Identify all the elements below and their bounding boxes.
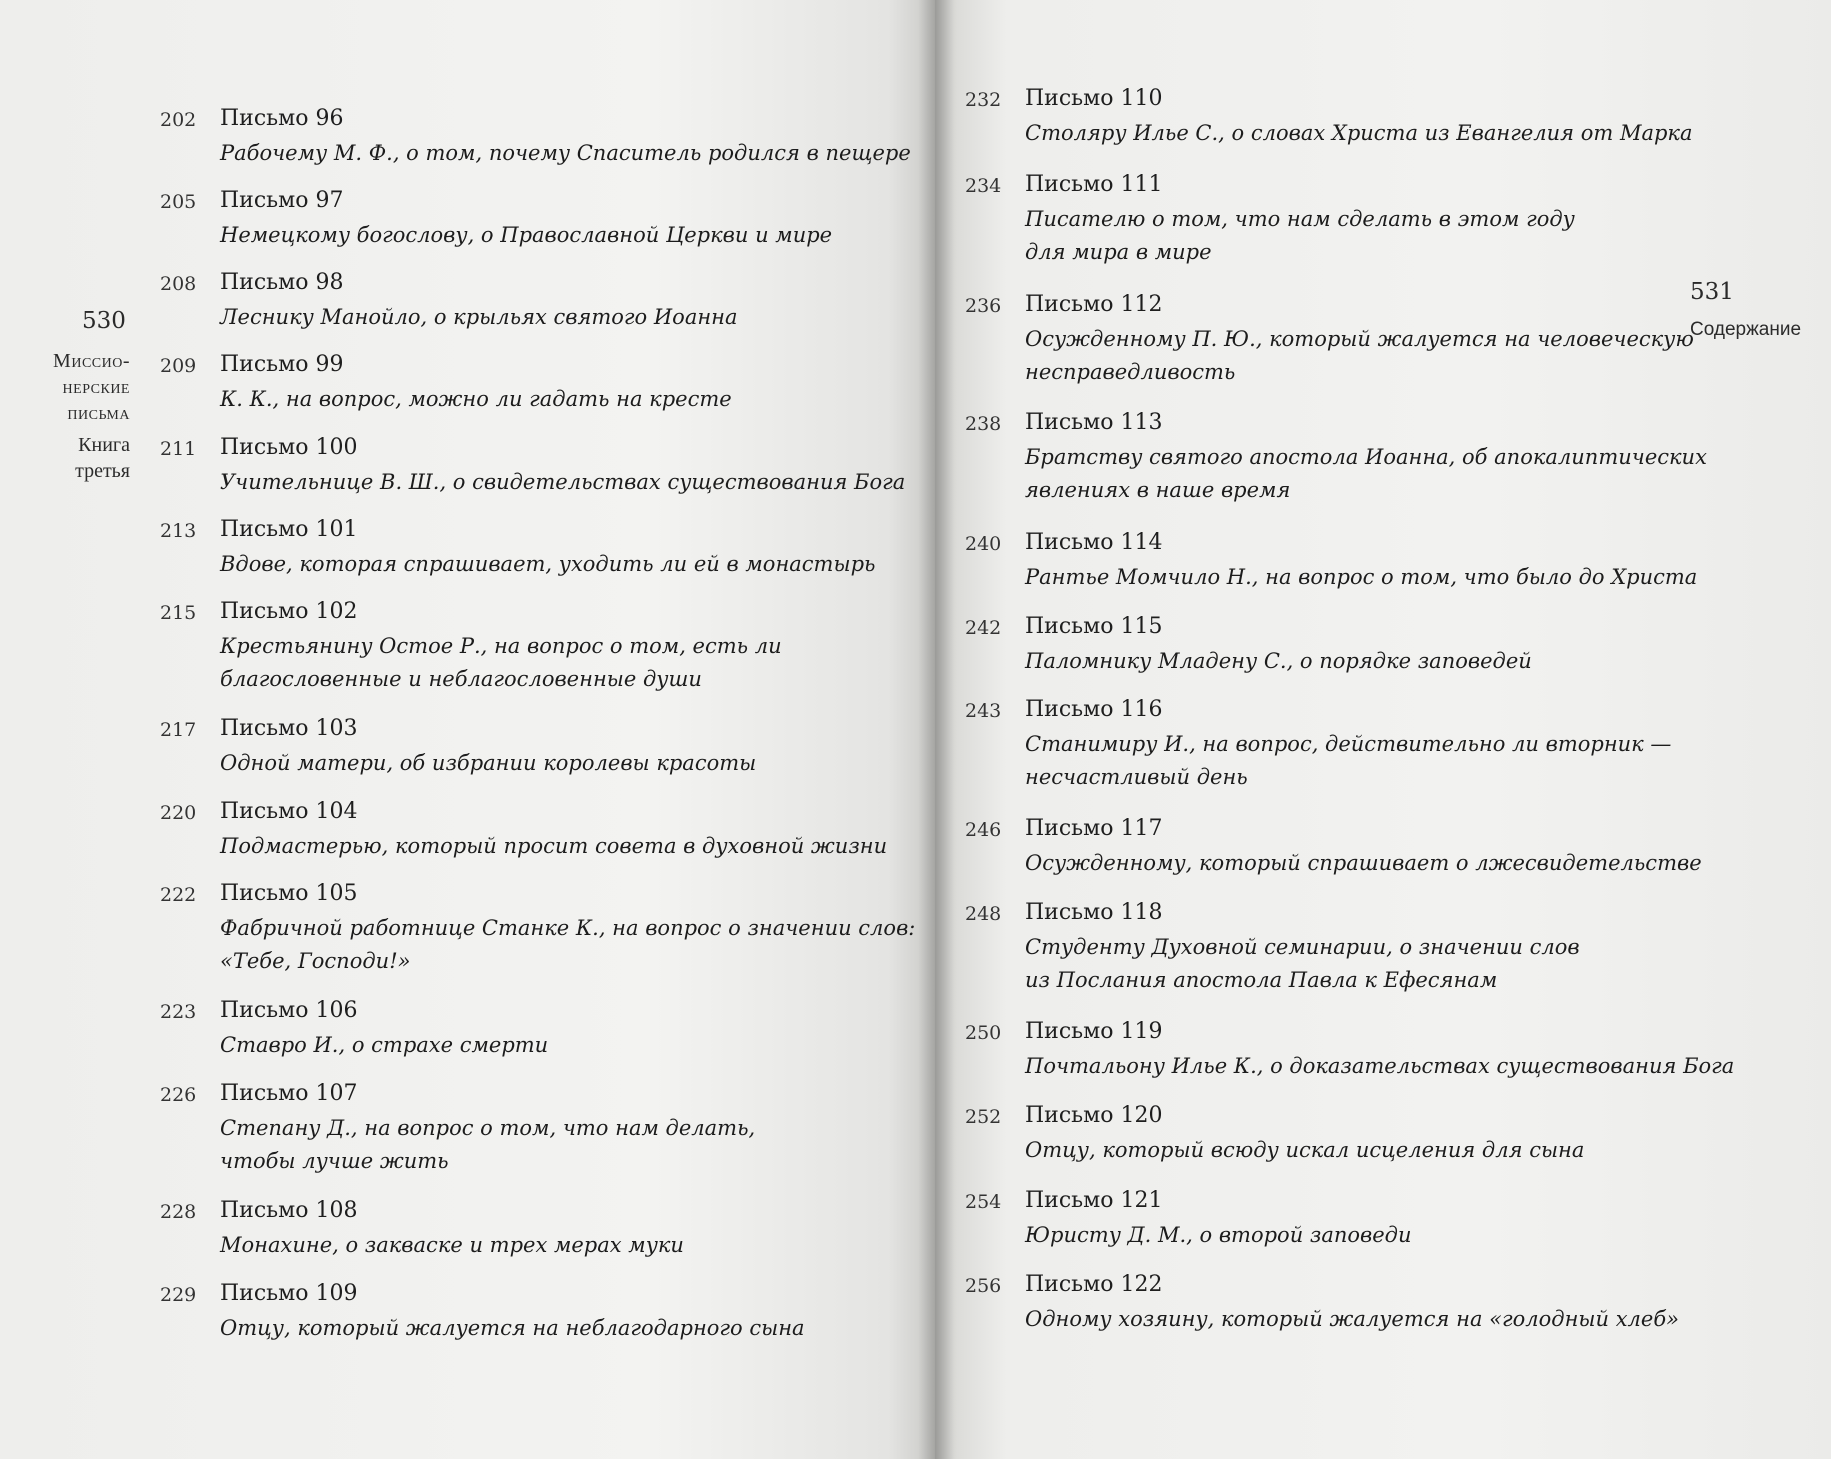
toc-letter-description: Вдове, которая спрашивает, уходить ли ей в монастырь bbox=[220, 552, 876, 576]
toc-letter-description: Рантье Момчило Н., на вопрос о том, что было до Христа bbox=[1025, 565, 1698, 589]
toc-letter-title: Письмо 120 bbox=[1025, 1103, 1163, 1128]
toc-letter-description: Отцу, который жалуется на неблагодарного сына bbox=[220, 1316, 805, 1340]
toc-letter-title: Письмо 118 bbox=[1025, 900, 1163, 925]
toc-page-ref: 243 bbox=[965, 700, 1002, 722]
left-toc-list bbox=[160, 0, 920, 1459]
right-page bbox=[935, 0, 1831, 1459]
toc-page-ref: 238 bbox=[965, 413, 1002, 435]
toc-letter-description: Братству святого апостола Иоанна, об апокалиптических явлениях в наше время bbox=[1025, 445, 1707, 502]
toc-page-ref: 217 bbox=[160, 719, 197, 741]
toc-letter-title: Письмо 119 bbox=[1025, 1019, 1163, 1044]
book-label-line: Книга bbox=[78, 434, 130, 456]
toc-letter-title: Письмо 113 bbox=[1025, 410, 1163, 435]
toc-letter-title: Письмо 103 bbox=[220, 716, 358, 741]
toc-letter-title: Письмо 102 bbox=[220, 599, 358, 624]
toc-page-ref: 208 bbox=[160, 273, 197, 295]
toc-letter-description: Столяру Илье С., о словах Христа из Евангелия от Марка bbox=[1025, 121, 1693, 145]
toc-letter-description: Фабричной работнице Станке К., на вопрос о значении слов: «Тебе, Господи!» bbox=[220, 916, 916, 973]
book-gutter bbox=[918, 0, 954, 1459]
toc-page-ref: 242 bbox=[965, 617, 1002, 639]
toc-letter-description: Одному хозяину, который жалуется на «голодный хлеб» bbox=[1025, 1307, 1680, 1331]
toc-page-ref: 246 bbox=[965, 819, 1002, 841]
toc-letter-description: Отцу, который всюду искал исцеления для сына bbox=[1025, 1138, 1585, 1162]
toc-letter-description: Почтальону Илье К., о доказательствах существования Бога bbox=[1025, 1054, 1735, 1078]
toc-letter-title: Письмо 114 bbox=[1025, 530, 1163, 555]
toc-page-ref: 220 bbox=[160, 802, 197, 824]
toc-page-ref: 211 bbox=[160, 438, 197, 460]
left-running-title bbox=[20, 348, 130, 484]
toc-page-ref: 234 bbox=[965, 175, 1002, 197]
toc-letter-title: Письмо 107 bbox=[220, 1081, 358, 1106]
toc-page-ref: 226 bbox=[160, 1084, 197, 1106]
toc-page-ref: 250 bbox=[965, 1022, 1002, 1044]
left-page-number: 530 bbox=[82, 308, 126, 334]
toc-letter-title: Письмо 121 bbox=[1025, 1188, 1163, 1213]
running-title-line: письма bbox=[67, 402, 130, 424]
toc-page-ref: 209 bbox=[160, 355, 197, 377]
toc-letter-title: Письмо 110 bbox=[1025, 86, 1163, 111]
right-page-number: 531 bbox=[1690, 279, 1734, 305]
toc-letter-description: Станимиру И., на вопрос, действительно ли вторник — несчастливый день bbox=[1025, 732, 1672, 789]
toc-letter-title: Письмо 101 bbox=[220, 517, 358, 542]
toc-letter-description: Паломнику Младену С., о порядке заповедей bbox=[1025, 649, 1532, 673]
toc-letter-title: Письмо 106 bbox=[220, 998, 358, 1023]
toc-letter-title: Письмо 98 bbox=[220, 270, 344, 295]
toc-letter-description: Осужденному, который спрашивает о лжесвидетельстве bbox=[1025, 851, 1702, 875]
toc-letter-description: Ставро И., о страхе смерти bbox=[220, 1033, 549, 1057]
toc-letter-description: Студенту Духовной семинарии, о значении слов из Послания апостола Павла к Ефесянам bbox=[1025, 935, 1580, 992]
toc-page-ref: 222 bbox=[160, 884, 197, 906]
toc-letter-description: Монахине, о закваске и трех мерах муки bbox=[220, 1233, 684, 1257]
toc-letter-description: Леснику Манойло, о крыльях святого Иоанна bbox=[220, 305, 738, 329]
toc-letter-description: Крестьянину Остое Р., на вопрос о том, есть ли благословенные и неблагословенные души bbox=[220, 634, 782, 691]
toc-letter-title: Письмо 105 bbox=[220, 881, 358, 906]
toc-letter-title: Письмо 122 bbox=[1025, 1272, 1163, 1297]
toc-page-ref: 236 bbox=[965, 295, 1002, 317]
toc-letter-title: Письмо 97 bbox=[220, 188, 344, 213]
toc-letter-description: К. К., на вопрос, можно ли гадать на кресте bbox=[220, 387, 732, 411]
toc-letter-title: Письмо 116 bbox=[1025, 697, 1163, 722]
running-title-line: нерские bbox=[62, 376, 130, 398]
toc-letter-title: Письмо 100 bbox=[220, 435, 358, 460]
toc-page-ref: 229 bbox=[160, 1284, 197, 1306]
toc-letter-description: Учительнице В. Ш., о свидетельствах существования Бога bbox=[220, 470, 906, 494]
toc-letter-description: Рабочему М. Ф., о том, почему Спаситель родился в пещере bbox=[220, 141, 911, 165]
toc-letter-description: Степану Д., на вопрос о том, что нам делать, чтобы лучше жить bbox=[220, 1116, 756, 1173]
toc-page-ref: 254 bbox=[965, 1191, 1002, 1213]
toc-letter-description: Юристу Д. М., о второй заповеди bbox=[1025, 1223, 1412, 1247]
toc-letter-title: Письмо 108 bbox=[220, 1198, 358, 1223]
toc-page-ref: 205 bbox=[160, 191, 197, 213]
running-title-line: Миссио- bbox=[53, 350, 130, 372]
toc-letter-title: Письмо 96 bbox=[220, 106, 344, 131]
toc-page-ref: 223 bbox=[160, 1001, 197, 1023]
toc-letter-description: Одной матери, об избрании королевы красоты bbox=[220, 751, 757, 775]
toc-letter-title: Письмо 104 bbox=[220, 799, 358, 824]
toc-letter-description: Подмастерью, который просит совета в духовной жизни bbox=[220, 834, 888, 858]
toc-letter-title: Письмо 111 bbox=[1025, 172, 1163, 197]
toc-page-ref: 228 bbox=[160, 1201, 197, 1223]
toc-letter-description: Осужденному П. Ю., который жалуется на человеческую несправедливость bbox=[1025, 327, 1694, 384]
right-section-title: Содержание bbox=[1690, 319, 1802, 340]
toc-letter-title: Письмо 109 bbox=[220, 1281, 358, 1306]
right-toc-list bbox=[965, 0, 1765, 1459]
toc-page-ref: 215 bbox=[160, 602, 197, 624]
toc-letter-description: Писателю о том, что нам сделать в этом году для мира в мире bbox=[1025, 207, 1575, 264]
toc-letter-title: Письмо 99 bbox=[220, 352, 344, 377]
toc-page-ref: 256 bbox=[965, 1275, 1002, 1297]
toc-page-ref: 232 bbox=[965, 89, 1002, 111]
toc-letter-title: Письмо 112 bbox=[1025, 292, 1163, 317]
toc-page-ref: 213 bbox=[160, 520, 197, 542]
toc-letter-description: Немецкому богослову, о Православной Церкви и мире bbox=[220, 223, 833, 247]
toc-letter-title: Письмо 117 bbox=[1025, 816, 1163, 841]
toc-letter-title: Письмо 115 bbox=[1025, 614, 1163, 639]
toc-page-ref: 240 bbox=[965, 533, 1002, 555]
book-label-line: третья bbox=[75, 460, 130, 482]
toc-page-ref: 202 bbox=[160, 109, 197, 131]
toc-page-ref: 252 bbox=[965, 1106, 1002, 1128]
toc-page-ref: 248 bbox=[965, 903, 1002, 925]
